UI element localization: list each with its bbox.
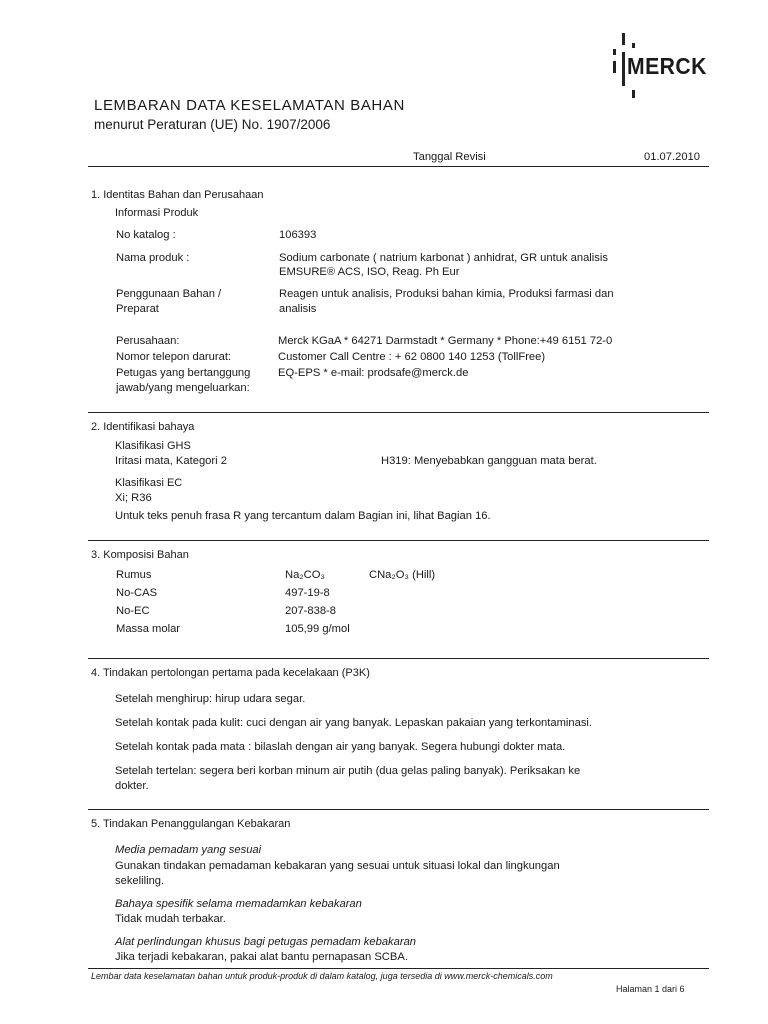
section-3-heading: 3. Komposisi Bahan (91, 549, 189, 561)
r-phrase-note: Untuk teks penuh frasa R yang tercantum dalam Bagian ini, lihat Bagian 16. (115, 510, 491, 522)
product-name-line-2: EMSURE® ACS, ISO, Reag. Ph Eur (279, 266, 460, 278)
divider (88, 412, 709, 413)
first-aid-eye: Setelah kontak pada mata : bilaslah dengan air yang banyak. Segera hubungi dokter mata. (115, 741, 566, 753)
use-label-line-1: Penggunaan Bahan / (116, 288, 222, 300)
divider (88, 658, 709, 659)
ec-classification: Xi; R36 (115, 492, 152, 504)
first-aid-ingestion-line-1: Setelah tertelan: segera beri korban minum air putih (dua gelas paling banyak). Periksakan ke (115, 765, 581, 777)
section-2-heading: 2. Identifikasi bahaya (91, 421, 195, 433)
ghs-heading: Klasifikasi GHS (115, 440, 191, 452)
molar-mass-label: Massa molar (116, 623, 181, 635)
divider (88, 809, 709, 810)
ec-number-value: 207-838-8 (285, 605, 337, 617)
divider (88, 540, 709, 541)
merck-logo-text: MERCK (627, 53, 707, 79)
use-value-line-2: analisis (279, 303, 317, 315)
ghs-hazard-statement: H319: Menyebabkan gangguan mata berat. (381, 455, 597, 467)
extinguishing-media-line-2: sekeliling. (115, 875, 165, 887)
firefighter-ppe-heading: Alat perlindungan khusus bagi petugas pemadam kebakaran (115, 936, 417, 948)
first-aid-ingestion-line-2: dokter. (115, 780, 149, 792)
document-title: LEMBARAN DATA KESELAMATAN BAHAN (94, 97, 405, 114)
revision-date: 01.07.2010 (644, 151, 700, 163)
catalog-label: No katalog : (116, 229, 176, 241)
emergency-phone-label: Nomor telepon darurat: (116, 351, 232, 363)
section-4-heading: 4. Tindakan pertolongan pertama pada kecelakaan (P3K) (91, 667, 370, 679)
ec-number-label: No-EC (116, 605, 150, 617)
footer-note: Lembar data keselamatan bahan untuk produk-produk di dalam katalog, juga tersedia di www.merck-chemicals.com (91, 971, 553, 981)
product-name-line-1: Sodium carbonate ( natrium karbonat ) anhidrat, GR untuk analisis (279, 252, 608, 264)
product-info-heading: Informasi Produk (115, 207, 199, 219)
page-number: Halaman 1 dari 6 (616, 984, 685, 994)
ec-heading: Klasifikasi EC (115, 477, 183, 489)
firefighter-ppe-value: Jika terjadi kebakaran, pakai alat bantu pernapasan SCBA. (115, 951, 408, 963)
responsible-label-line-1: Petugas yang bertanggung (116, 367, 251, 379)
company-label: Perusahaan: (116, 335, 180, 347)
specific-hazard-heading: Bahaya spesifik selama memadamkan kebakaran (115, 898, 362, 910)
product-name-label: Nama produk : (116, 252, 190, 264)
cas-label: No-CAS (116, 587, 158, 599)
section-5-heading: 5. Tindakan Penanggulangan Kebakaran (91, 818, 291, 830)
revision-label: Tanggal Revisi (413, 151, 486, 163)
document-subtitle: menurut Peraturan (UE) No. 1907/2006 (94, 117, 331, 132)
company-value: Merck KGaA * 64271 Darmstadt * Germany * Phone:+49 6151 72-0 (278, 335, 613, 347)
divider (88, 166, 709, 167)
molar-mass-value: 105,99 g/mol (285, 623, 350, 635)
use-value-line-1: Reagen untuk analisis, Produksi bahan kimia, Produksi farmasi dan (279, 288, 614, 300)
responsible-label-line-2: jawab/yang mengeluarkan: (116, 382, 250, 394)
extinguishing-media-heading: Media pemadam yang sesuai (115, 844, 262, 856)
use-label-line-2: Preparat (116, 303, 159, 315)
ghs-classification: Iritasi mata, Kategori 2 (115, 455, 227, 467)
formula-value: Na₂CO₃ (285, 569, 325, 581)
specific-hazard-value: Tidak mudah terbakar. (115, 913, 226, 925)
formula-hill: CNa₂O₃ (Hill) (369, 569, 436, 581)
first-aid-skin: Setelah kontak pada kulit: cuci dengan air yang banyak. Lepaskan pakaian yang terkontaminasi. (115, 717, 593, 729)
catalog-value: 106393 (279, 229, 317, 241)
cas-value: 497-19-8 (285, 587, 330, 599)
first-aid-inhalation: Setelah menghirup: hirup udara segar. (115, 693, 306, 705)
responsible-value: EQ-EPS * e-mail: prodsafe@merck.de (278, 367, 469, 379)
footer-divider (88, 968, 709, 969)
section-1-heading: 1. Identitas Bahan dan Perusahaan (91, 189, 264, 201)
emergency-phone-value: Customer Call Centre : + 62 0800 140 1253 (TollFree) (278, 351, 546, 363)
extinguishing-media-line-1: Gunakan tindakan pemadaman kebakaran yang sesuai untuk situasi lokal dan lingkungan (115, 860, 560, 872)
formula-label: Rumus (116, 569, 152, 581)
